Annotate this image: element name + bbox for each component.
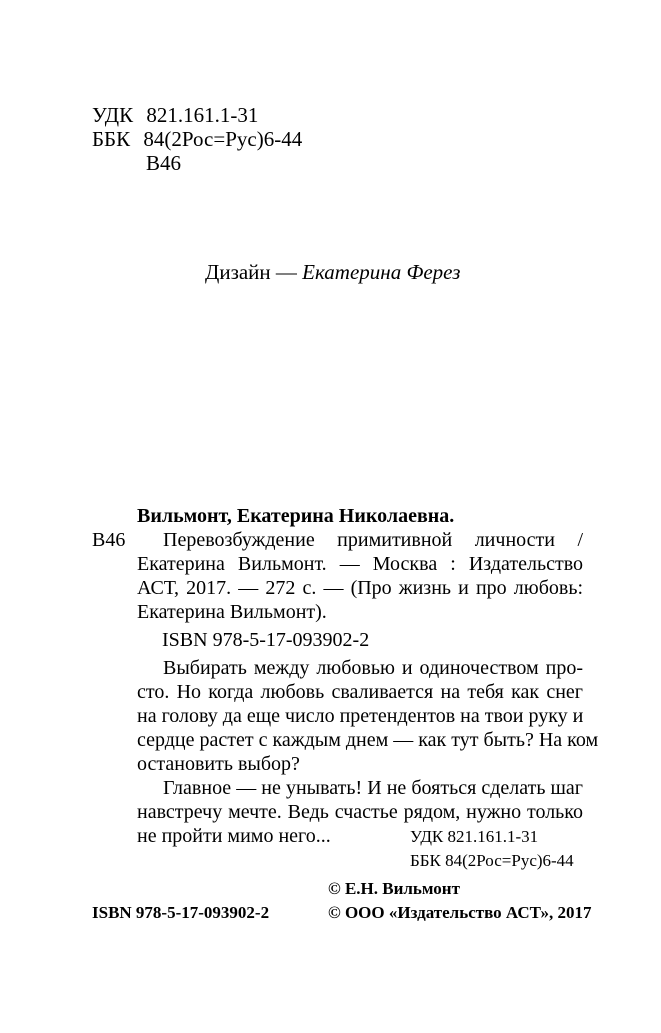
record-isbn: ISBN 978-5-17-093902-2	[162, 629, 370, 651]
author-mark-top: В46	[146, 151, 182, 175]
author-heading: Вильмонт, Екатерина Николаевна.	[137, 505, 455, 527]
annotation-line: сто. Но когда любовь сваливается на тебя как снег	[137, 681, 583, 703]
udk-value: 821.161.1-31	[146, 103, 259, 127]
bbk-label: ББК	[92, 127, 131, 151]
udk-label: УДК	[92, 103, 134, 127]
annotation-line: навстречу мечте. Ведь счастье рядом, нужно только	[137, 801, 583, 823]
designer-name: Екатерина Ферез	[302, 260, 461, 284]
bbk-bottom: ББК 84(2Рос=Рус)6-44	[410, 851, 574, 870]
copyright-publisher: © ООО «Издательство АСТ», 2017	[328, 903, 592, 922]
udk-bottom: УДК 821.161.1-31	[410, 827, 539, 846]
record-line: Перевозбуждение примитивной личности /	[163, 529, 583, 551]
record-line: Екатерина Вильмонт).	[137, 601, 327, 623]
bbk-value: 84(2Рос=Рус)6-44	[143, 127, 303, 151]
annotation-line: Выбирать между любовью и одиночеством про-	[163, 657, 583, 679]
annotation-line: на голову да еще число претендентов на твои руку и	[137, 705, 584, 727]
copyright-author: © Е.Н. Вильмонт	[328, 879, 460, 898]
author-mark: В46	[92, 529, 126, 551]
annotation-line: не пройти мимо него...	[137, 825, 331, 847]
udk-top	[92, 103, 258, 127]
design-credit	[205, 260, 460, 284]
bbk-top	[92, 127, 302, 151]
record-line: АСТ, 2017. — 272 с. — (Про жизнь и про любовь:	[137, 577, 583, 599]
design-label: Дизайн —	[205, 260, 297, 284]
annotation-line: сердце растет с каждым днем — как тут быть? На ком	[137, 729, 599, 751]
annotation-line: Главное — не унывать! И не бояться сделать шаг	[163, 777, 583, 799]
annotation-line: остановить выбор?	[137, 753, 300, 775]
footer-isbn: ISBN 978-5-17-093902-2	[92, 903, 270, 922]
record-line: Екатерина Вильмонт. — Москва : Издательство	[137, 553, 583, 575]
